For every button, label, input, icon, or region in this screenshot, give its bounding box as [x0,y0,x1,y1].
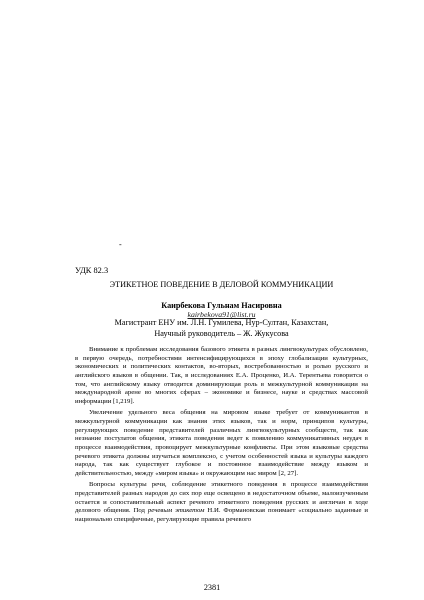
affiliation-block [75,318,368,339]
article-body [75,346,368,527]
article-title: ЭТИКЕТНОЕ ПОВЕДЕНИЕ В ДЕЛОВОЙ КОММУНИКАЦИИ [109,280,334,289]
page-number: 2381 [203,583,221,592]
stray-mark: - [119,240,122,249]
author-affiliation: Магистрант ЕНУ им. Л.Н. Гумилева, Нур-Султан, Казахстан, [114,318,329,327]
paragraph-text-end: Н.И. Формановская понимает «социально заданные и национально специфичные, регулирующие правила речевого [75,507,368,523]
body-paragraph-2: Увеличение удельного веса общения на мировом языке требует от коммуникантов в межкультурной коммуникации как знания этих языков, так и норм, принципов культуры, регулирующих поведение представителей различных лингвокультурных сообществ, так как незнание постулатов общения, этикета поведения ведет к появлению коммуникативных неудач в процессе взаимодействия, провоцирует межкультурные конфликты. При этом языковые средства речевого этикета должны изучаться комплексно, с учетом особенностей языка и культуры каждого народа, так как существует глубокое и постоянное взаимодействие между языком и действительностью, между «миром языка» и окружающим нас миром [2, 27]. [75,409,368,477]
italic-term: речевым этикетом [147,507,205,515]
body-paragraph-3 [75,481,368,524]
udc-code: УДК 82.3 [75,266,109,275]
body-paragraph-1: Внимание к проблемам исследования базового этикета в разных лингвокультурах обусловлено, в первую очередь, потребностями интенсифицирующихся в эпоху глобализации культурных, экономических и политических контактов, во-вторых, востребованностью и ролью русского и английского языков в общении. Так, в исследованиях Е.А. Проценко, И.А. Терентьева говорится о том, что английскому языку отводится доминирующая роль в межкультурной коммуникации на международной арене во многих сферах – экономике и бизнесе, науке и средствах массовой информации [1,219]. [75,346,368,405]
author-name: Каирбекова Гульнам Насировна [161,301,282,310]
author-email-link[interactable]: kairbekova91@list.ru [187,310,256,319]
scientific-supervisor: Научный руководитель – Ж. Жукусова [154,328,289,338]
paragraph-text-start: Вопросы культуры речи, соблюдение этикетного поведения в процессе взаимодействия представителей разных народов до сих пор еще освещено в недостаточном объеме, малоизученным остается и сопоставительный аспект речевого этикетного поведения русских и англичан в ходе делового общения. Под [75,481,368,515]
